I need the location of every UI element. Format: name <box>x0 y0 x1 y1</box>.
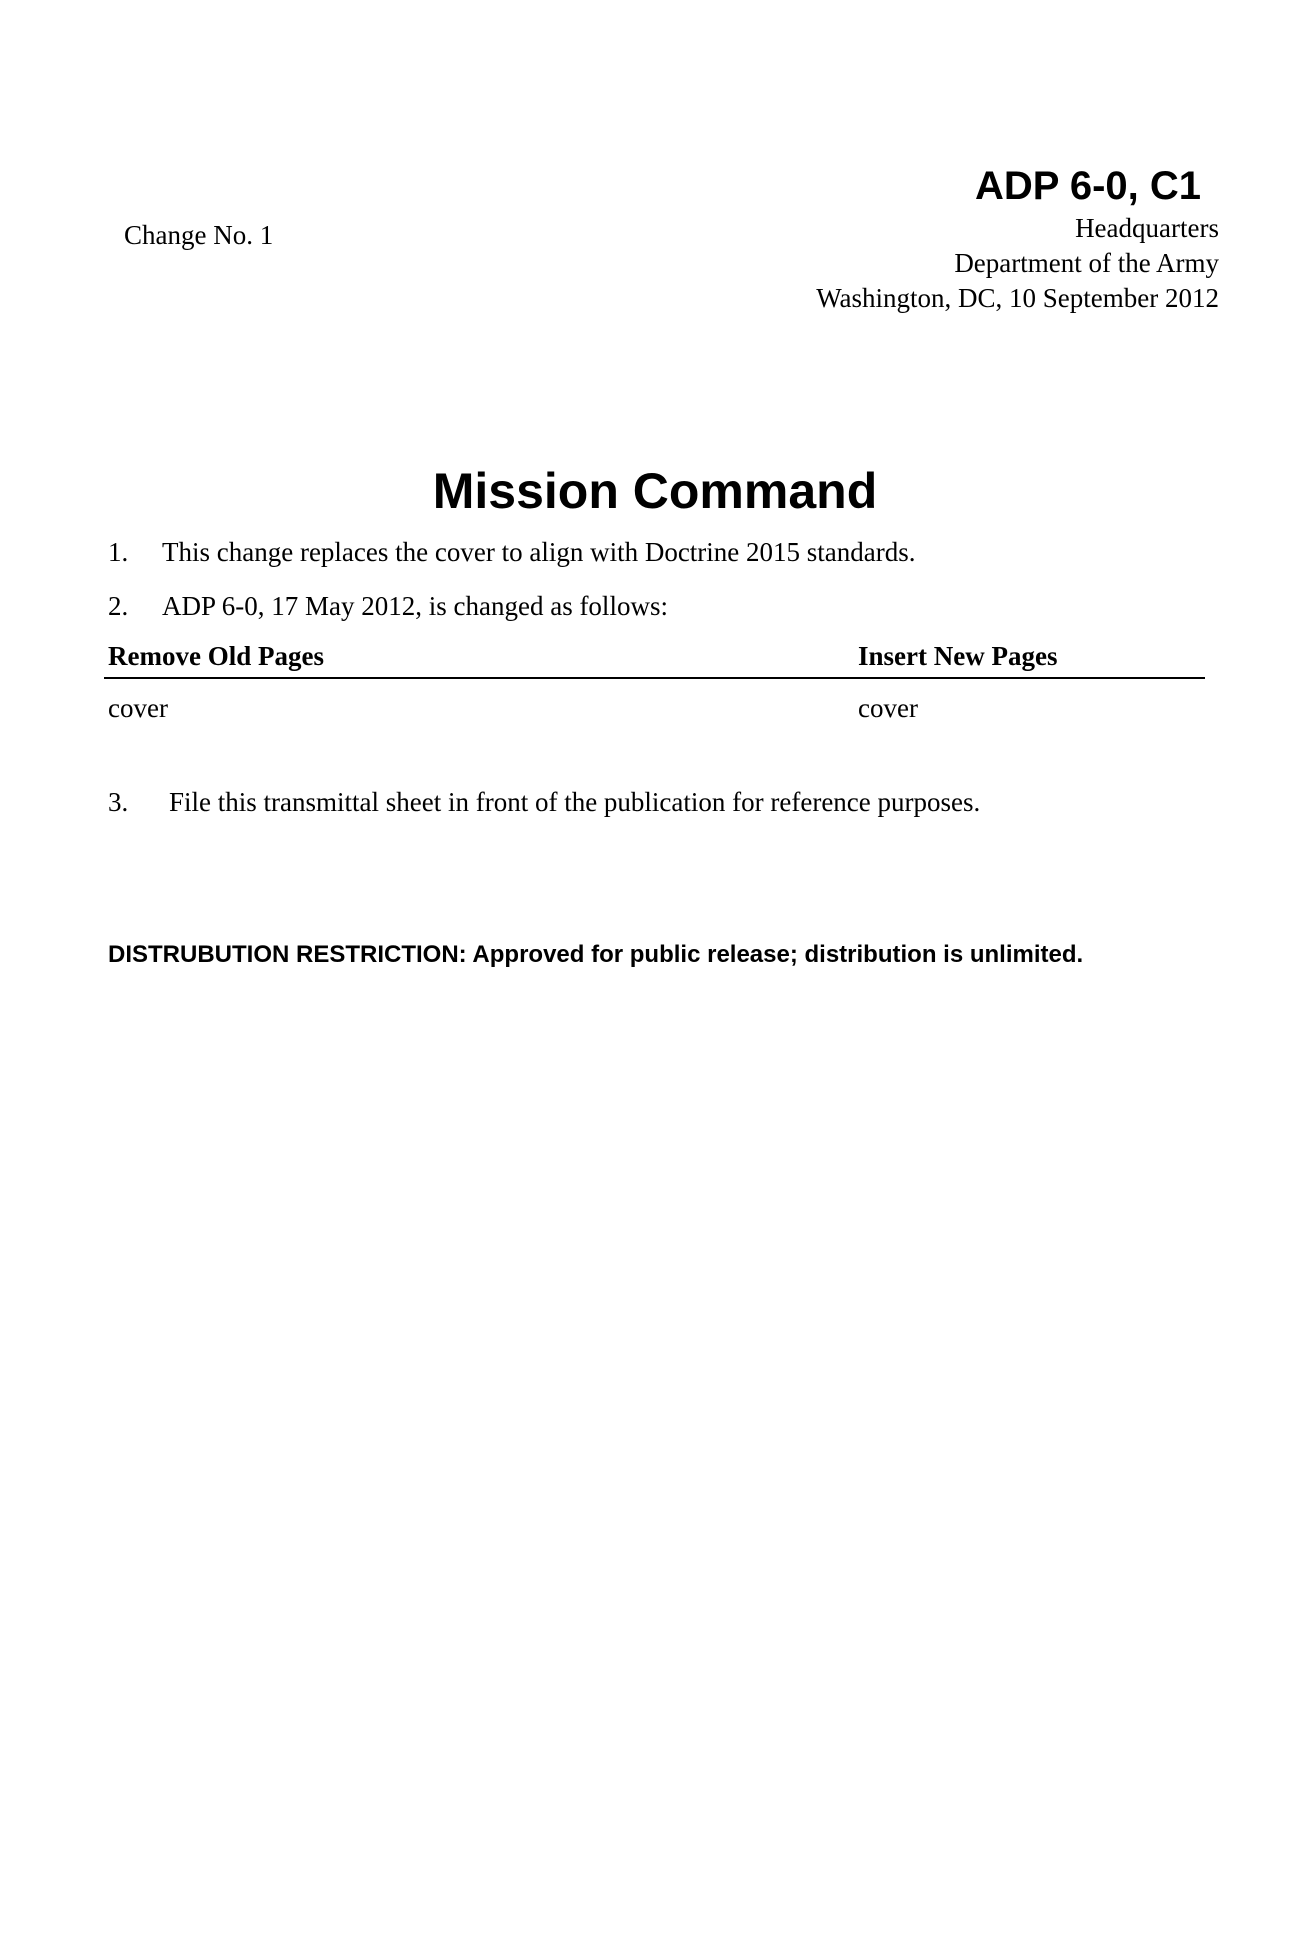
issuer-headquarters: Headquarters <box>1075 213 1219 243</box>
issuer-block <box>816 211 1219 316</box>
paragraph-text: This change replaces the cover to align with Doctrine 2015 standards. <box>162 537 916 567</box>
page-title: Mission Command <box>432 463 878 519</box>
table-header-row <box>104 641 1205 679</box>
change-number: Change No. 1 <box>124 220 274 250</box>
paragraph-number: 1. <box>108 537 129 567</box>
paragraph-text: ADP 6-0, 17 May 2012, is changed as follows: <box>162 591 668 621</box>
header-remove-old-pages: Remove Old Pages <box>108 641 324 671</box>
paragraph-number: 2. <box>108 591 129 621</box>
issuer-department: Department of the Army <box>954 248 1219 278</box>
table-cell-new-page: cover <box>858 693 918 723</box>
table-row <box>104 693 1205 733</box>
paragraph-3 <box>108 785 980 819</box>
table-cell-old-page: cover <box>108 693 168 723</box>
paragraph-2 <box>108 589 668 623</box>
paragraph-text: File this transmittal sheet in front of the publication for reference purposes. <box>169 787 981 817</box>
paragraph-number: 3. <box>108 787 129 817</box>
document-id: ADP 6-0, C1 <box>974 164 1201 208</box>
pages-table <box>104 641 1205 733</box>
distribution-restriction: DISTRUBUTION RESTRICTION: Approved for public release; distribution is unlimited. <box>108 941 1084 968</box>
header-insert-new-pages: Insert New Pages <box>858 641 1058 671</box>
issuer-location-date: Washington, DC, 10 September 2012 <box>816 283 1219 313</box>
paragraph-1 <box>108 535 916 569</box>
